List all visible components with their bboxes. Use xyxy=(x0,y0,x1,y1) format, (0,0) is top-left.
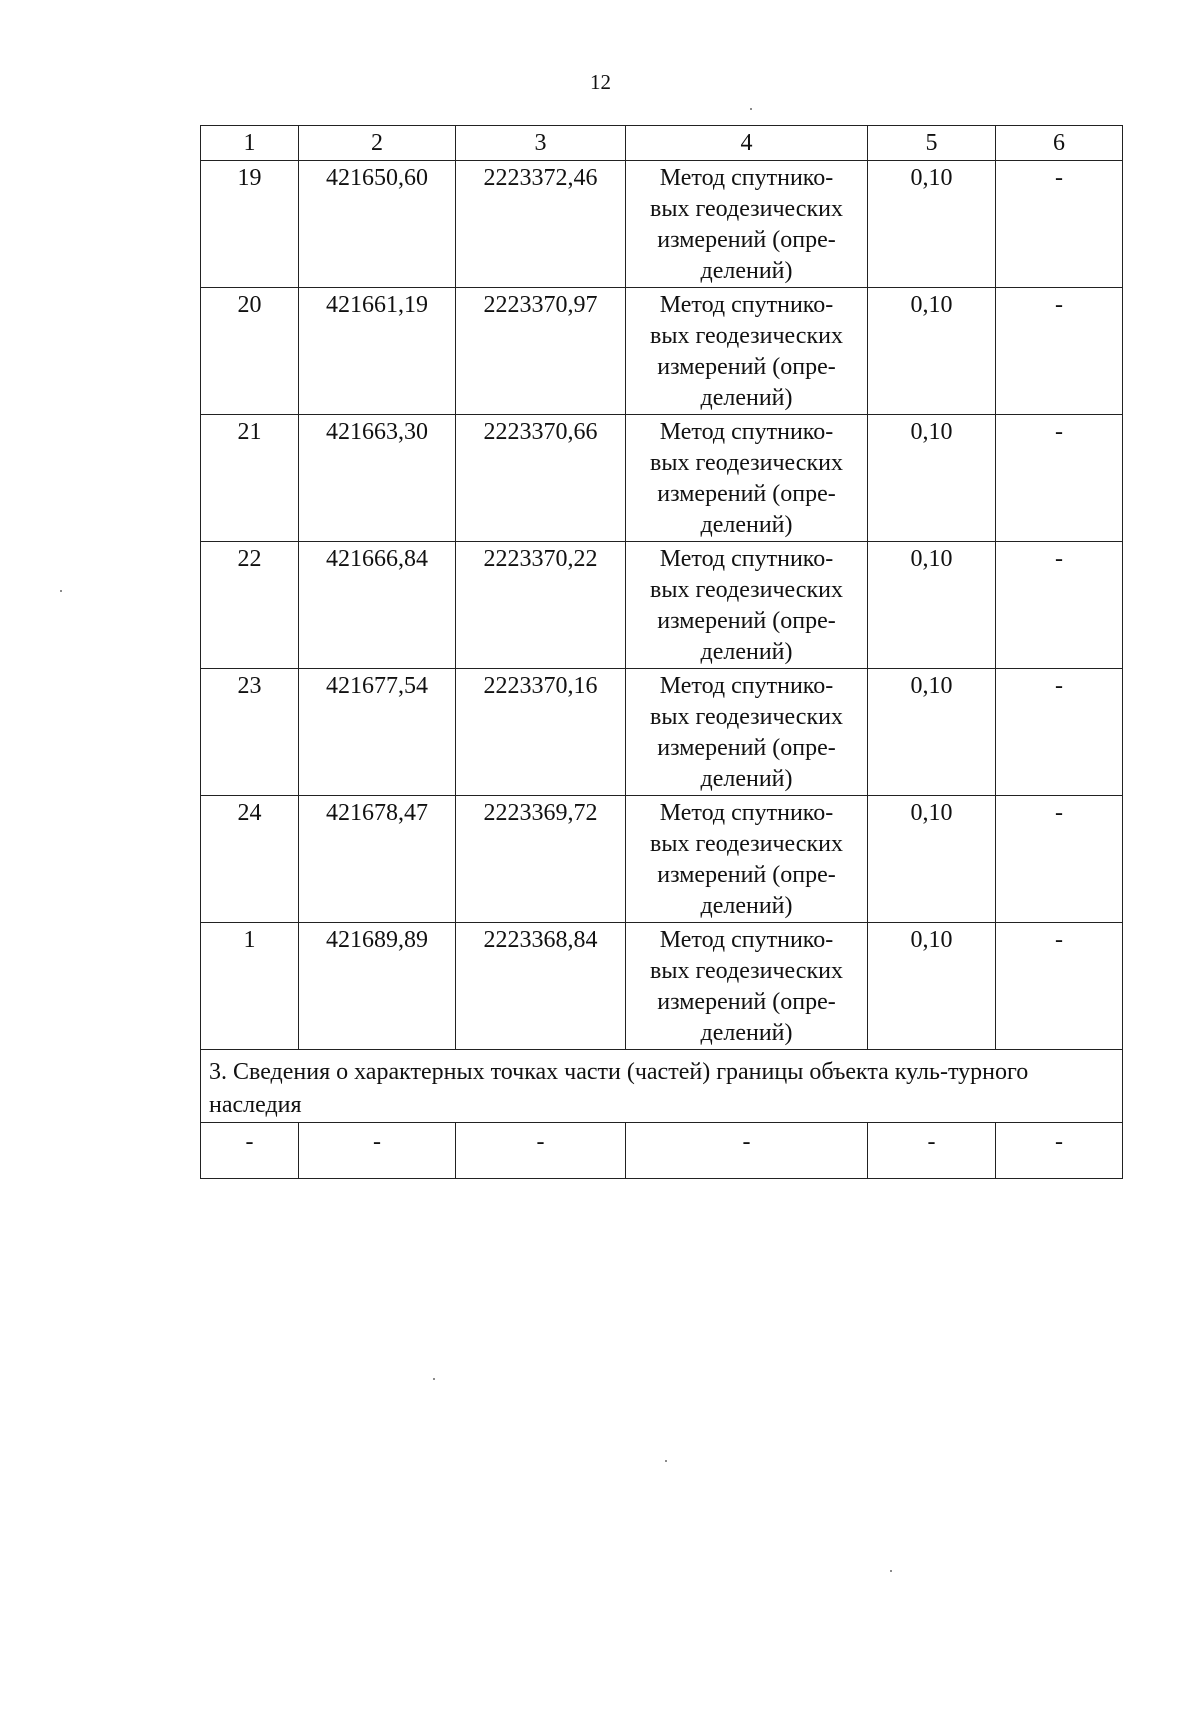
y-coordinate: 2223370,97 xyxy=(456,288,626,415)
scan-speck xyxy=(750,108,752,110)
method-cell xyxy=(626,542,868,669)
section-heading-row xyxy=(201,1050,1123,1123)
method-line: делений) xyxy=(700,766,793,792)
method-line: делений) xyxy=(700,512,793,538)
table-row xyxy=(201,1123,1123,1179)
accuracy-cell: 0,10 xyxy=(868,542,996,669)
accuracy-cell: 0,10 xyxy=(868,669,996,796)
point-number: 21 xyxy=(201,415,299,542)
scan-speck xyxy=(60,590,62,592)
method-line: Метод спутнико- xyxy=(659,292,834,318)
table-row xyxy=(201,161,1123,288)
method-cell xyxy=(626,669,868,796)
table-row xyxy=(201,542,1123,669)
method-line: вых геодезических xyxy=(650,196,843,222)
table-row xyxy=(201,669,1123,796)
coordinates-table xyxy=(200,125,1123,1179)
method-cell xyxy=(626,288,868,415)
table-row xyxy=(201,796,1123,923)
table-row xyxy=(201,415,1123,542)
note-cell: - xyxy=(996,669,1123,796)
note-cell: - xyxy=(996,542,1123,669)
method-line: измерений (опре- xyxy=(657,608,836,634)
accuracy-cell: 0,10 xyxy=(868,288,996,415)
method-line: Метод спутнико- xyxy=(659,165,834,191)
empty-cell: - xyxy=(626,1123,868,1179)
point-number: 23 xyxy=(201,669,299,796)
method-line: Метод спутнико- xyxy=(659,673,834,699)
empty-cell: - xyxy=(996,1123,1123,1179)
scan-speck xyxy=(890,1570,892,1572)
page-number: 12 xyxy=(590,70,611,94)
method-line: измерений (опре- xyxy=(657,481,836,507)
method-line: измерений (опре- xyxy=(657,354,836,380)
empty-cell: - xyxy=(456,1123,626,1179)
table-row xyxy=(201,923,1123,1050)
method-line: Метод спутнико- xyxy=(659,927,834,953)
x-coordinate: 421678,47 xyxy=(299,796,456,923)
point-number: 1 xyxy=(201,923,299,1050)
method-cell xyxy=(626,415,868,542)
method-line: измерений (опре- xyxy=(657,989,836,1015)
method-line: вых геодезических xyxy=(650,577,843,603)
empty-cell: - xyxy=(868,1123,996,1179)
table-header-row xyxy=(201,126,1123,161)
accuracy-cell: 0,10 xyxy=(868,415,996,542)
scan-speck xyxy=(665,1460,667,1462)
x-coordinate: 421689,89 xyxy=(299,923,456,1050)
header-cell: 3 xyxy=(456,126,626,161)
point-number: 20 xyxy=(201,288,299,415)
method-line: измерений (опре- xyxy=(657,227,836,253)
method-line: делений) xyxy=(700,893,793,919)
note-cell: - xyxy=(996,796,1123,923)
y-coordinate: 2223368,84 xyxy=(456,923,626,1050)
header-cell: 6 xyxy=(996,126,1123,161)
point-number: 22 xyxy=(201,542,299,669)
note-cell: - xyxy=(996,923,1123,1050)
method-line: делений) xyxy=(700,385,793,411)
header-cell: 4 xyxy=(626,126,868,161)
method-line: вых геодезических xyxy=(650,958,843,984)
note-cell: - xyxy=(996,161,1123,288)
method-line: измерений (опре- xyxy=(657,735,836,761)
header-cell: 2 xyxy=(299,126,456,161)
method-line: делений) xyxy=(700,258,793,284)
header-cell: 5 xyxy=(868,126,996,161)
method-line: делений) xyxy=(700,639,793,665)
method-cell xyxy=(626,923,868,1050)
method-line: делений) xyxy=(700,1020,793,1046)
accuracy-cell: 0,10 xyxy=(868,161,996,288)
method-line: вых геодезических xyxy=(650,450,843,476)
header-cell: 1 xyxy=(201,126,299,161)
method-line: Метод спутнико- xyxy=(659,800,834,826)
scan-speck xyxy=(433,1378,435,1380)
y-coordinate: 2223370,16 xyxy=(456,669,626,796)
y-coordinate: 2223370,66 xyxy=(456,415,626,542)
y-coordinate: 2223372,46 xyxy=(456,161,626,288)
x-coordinate: 421663,30 xyxy=(299,415,456,542)
method-line: Метод спутнико- xyxy=(659,546,834,572)
empty-cell: - xyxy=(299,1123,456,1179)
x-coordinate: 421661,19 xyxy=(299,288,456,415)
x-coordinate: 421677,54 xyxy=(299,669,456,796)
x-coordinate: 421650,60 xyxy=(299,161,456,288)
method-line: вых геодезических xyxy=(650,323,843,349)
note-cell: - xyxy=(996,288,1123,415)
section-heading: 3. Сведения о характерных точках части (частей) границы объекта куль-турного наследия xyxy=(201,1050,1123,1123)
x-coordinate: 421666,84 xyxy=(299,542,456,669)
method-cell xyxy=(626,796,868,923)
point-number: 24 xyxy=(201,796,299,923)
empty-cell: - xyxy=(201,1123,299,1179)
method-line: измерений (опре- xyxy=(657,862,836,888)
y-coordinate: 2223369,72 xyxy=(456,796,626,923)
method-cell xyxy=(626,161,868,288)
method-line: вых геодезических xyxy=(650,831,843,857)
method-line: вых геодезических xyxy=(650,704,843,730)
note-cell: - xyxy=(996,415,1123,542)
y-coordinate: 2223370,22 xyxy=(456,542,626,669)
accuracy-cell: 0,10 xyxy=(868,796,996,923)
point-number: 19 xyxy=(201,161,299,288)
accuracy-cell: 0,10 xyxy=(868,923,996,1050)
method-line: Метод спутнико- xyxy=(659,419,834,445)
table-row xyxy=(201,288,1123,415)
